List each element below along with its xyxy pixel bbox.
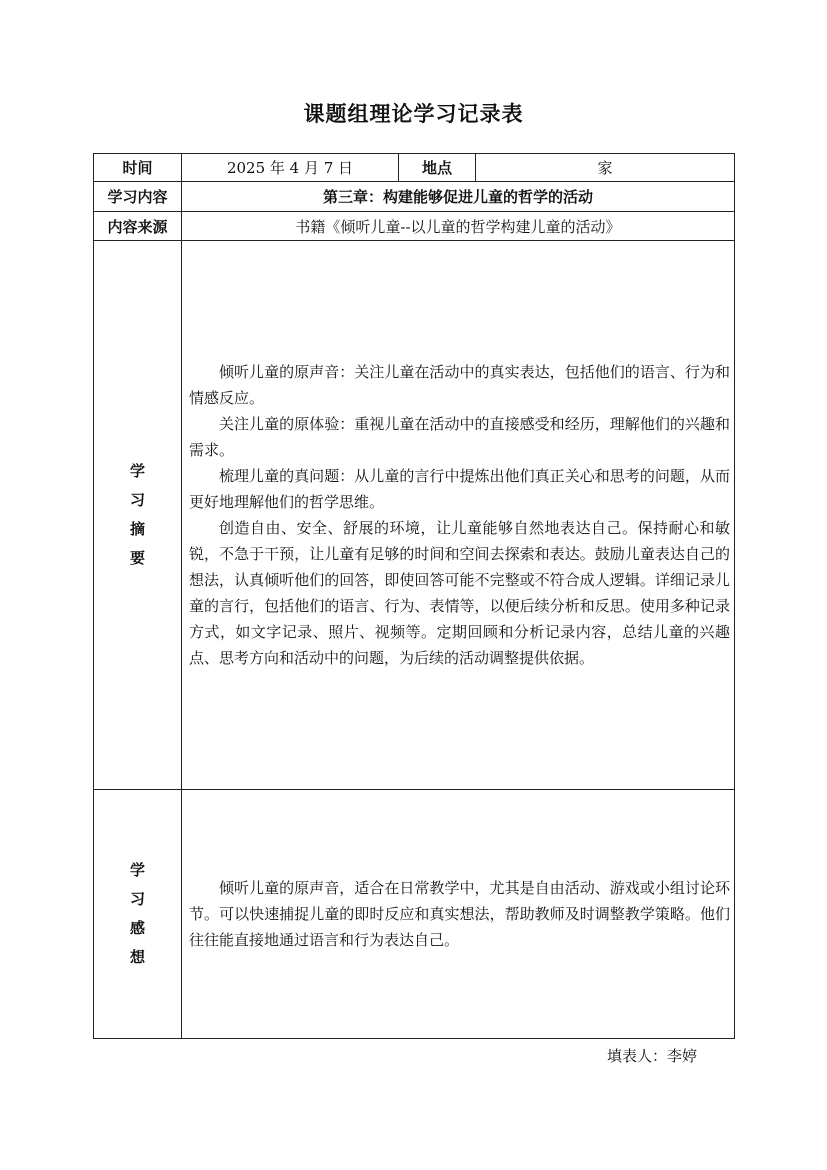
place-value: 家: [476, 154, 735, 182]
summary-label-char: 要: [129, 549, 145, 567]
reflection-label: [94, 790, 182, 1039]
row-source: [94, 212, 735, 241]
summary-body: [182, 241, 735, 790]
row-summary: [94, 241, 735, 790]
summary-label-char: 摘: [129, 520, 145, 538]
content-value: 第三章：构建能够促进儿童的哲学的活动: [182, 182, 735, 212]
time-label: 时间: [94, 154, 182, 182]
summary-label-char: 习: [129, 491, 145, 509]
content-label: 学习内容: [94, 182, 182, 212]
source-label: 内容来源: [94, 212, 182, 241]
reflection-label-char: 学: [129, 861, 145, 879]
time-value: 2025 年 4 月 7 日: [182, 154, 399, 182]
summary-paragraph: 梳理儿童的真问题：从儿童的言行中提炼出他们真正关心和思考的问题，从而更好地理解他们的哲学思维。: [189, 467, 730, 511]
page-title: 课题组理论学习记录表: [303, 101, 524, 126]
reflection-label-char: 感: [129, 919, 145, 937]
reflection-body: [182, 790, 735, 1039]
row-content: [94, 182, 735, 212]
row-time: [94, 154, 735, 182]
record-table: [93, 153, 735, 1039]
filler-signature: 填表人：李婷: [607, 1047, 698, 1065]
place-label: 地点: [399, 154, 476, 182]
summary-label: [94, 241, 182, 790]
source-value: 书籍《倾听儿童--以儿童的哲学构建儿童的活动》: [182, 212, 735, 241]
reflection-label-char: 想: [129, 948, 145, 966]
row-reflection: [94, 790, 735, 1039]
reflection-paragraph: 倾听儿童的原声音，适合在日常教学中，尤其是自由活动、游戏或小组讨论环节。可以快速捕捉儿童的即时反应和真实想法，帮助教师及时调整教学策略。他们往往能直接地通过语言和行为表达自己。: [189, 879, 730, 949]
summary-paragraph: 创造自由、安全、舒展的环境，让儿童能够自然地表达自己。保持耐心和敏锐，不急于干预，让儿童有足够的时间和空间去探索和表达。鼓励儿童表达自己的想法，认真倾听他们的回答，即使回答可能不完整或不符合成人逻辑。详细记录儿童的言行，包括他们的语言、行为、表情等，以便后续分析和反思。使用多种记录方式，如文字记录、照片、视频等。定期回顾和分析记录内容，总结儿童的兴趣点、思考方向和活动中的问题，为后续的活动调整提供依据。: [189, 519, 730, 667]
summary-paragraph: 关注儿童的原体验：重视儿童在活动中的直接感受和经历，理解他们的兴趣和需求。: [189, 415, 730, 459]
reflection-label-char: 习: [129, 890, 145, 908]
summary-paragraph: 倾听儿童的原声音：关注儿童在活动中的真实表达，包括他们的语言、行为和情感反应。: [189, 363, 730, 407]
summary-label-char: 学: [129, 462, 145, 480]
